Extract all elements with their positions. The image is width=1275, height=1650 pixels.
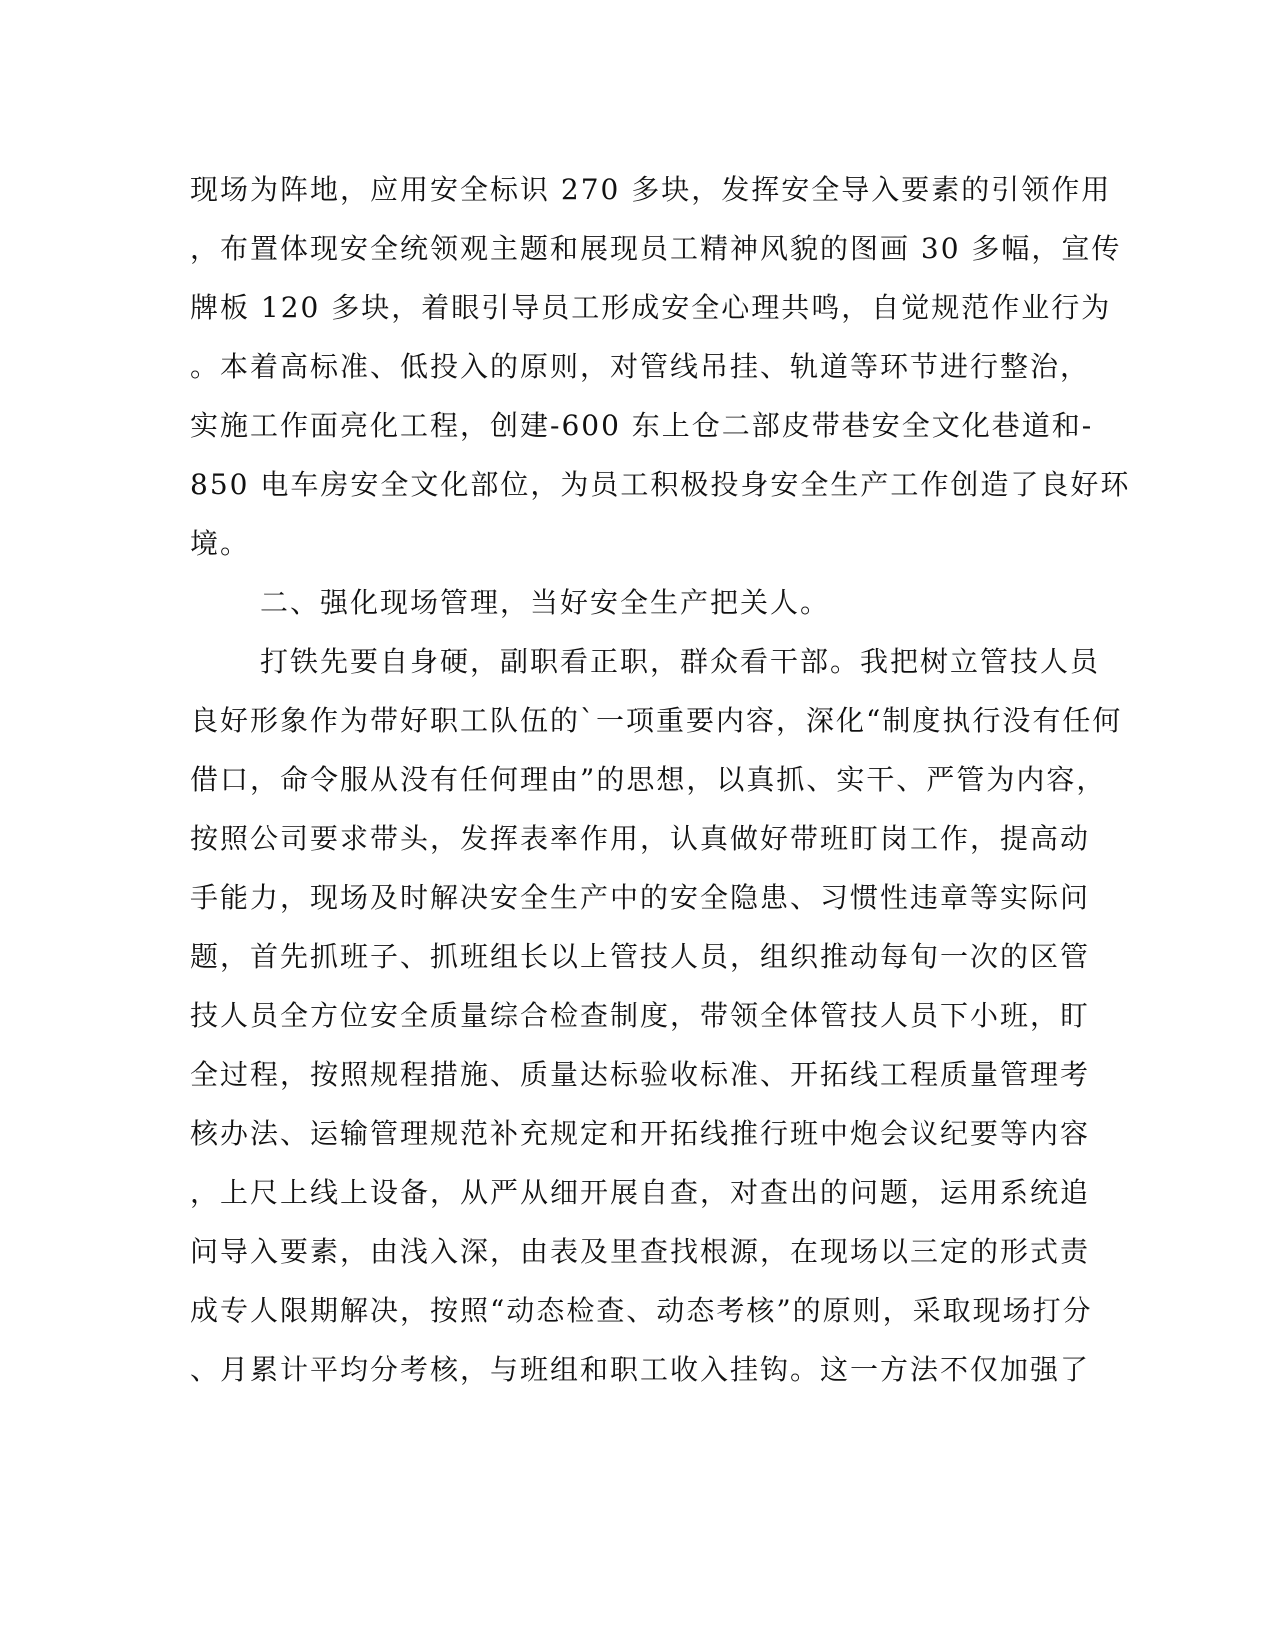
paragraph-first-line: 打铁先要自身硬，副职看正职，群众看干部。我把树立管技人员 (260, 645, 1101, 678)
text-line: 、月累计平均分考核，与班组和职工收入挂钩。这一方法不仅加强了 (190, 1353, 1091, 1386)
text-line: ，布置体现安全统领观主题和展现员工精神风貌的图画 30 多幅，宣传 (190, 232, 1122, 265)
text-line: 借口，命令服从没有任何理由”的思想，以真抓、实干、严管为内容， (190, 763, 1107, 796)
text-line: ，上尺上线上设备，从严从细开展自查，对查出的问题，运用系统追 (190, 1176, 1091, 1209)
text-line: 。本着高标准、低投入的原则，对管线吊挂、轨道等环节进行整治， (190, 350, 1091, 383)
text-line: 现场为阵地，应用安全标识 270 多块，发挥安全导入要素的引领作用 (190, 173, 1112, 206)
text-line: 技人员全方位安全质量综合检查制度，带领全体管技人员下小班，盯 (190, 999, 1091, 1032)
text-line: 手能力，现场及时解决安全生产中的安全隐患、习惯性违章等实际问 (190, 881, 1091, 914)
section-heading: 二、强化现场管理，当好安全生产把关人。 (260, 586, 831, 619)
text-line: 成专人限期解决，按照“动态检查、动态考核”的原则，采取现场打分 (190, 1294, 1093, 1327)
text-line: 850 电车房安全文化部位，为员工积极投身安全生产工作创造了良好环 (190, 468, 1131, 501)
text-line: 境。 (190, 527, 251, 560)
text-line: 核办法、运输管理规范补充规定和开拓线推行班中炮会议纪要等内容 (190, 1117, 1091, 1150)
text-line: 问导入要素，由浅入深，由表及里查找根源，在现场以三定的形式责 (190, 1235, 1091, 1268)
text-line: 题，首先抓班子、抓班组长以上管技人员，组织推动每旬一次的区管 (190, 940, 1091, 973)
text-line: 良好形象作为带好职工队伍的`一项重要内容，深化“制度执行没有任何 (190, 704, 1123, 737)
text-line: 按照公司要求带头，发挥表率作用，认真做好带班盯岗工作，提高动 (190, 822, 1091, 855)
text-line: 牌板 120 多块，着眼引导员工形成安全心理共鸣，自觉规范作业行为 (190, 291, 1112, 324)
text-line: 全过程，按照规程措施、质量达标验收标准、开拓线工程质量管理考 (190, 1058, 1091, 1091)
document-body (190, 160, 1131, 1399)
text-line: 实施工作面亮化工程，创建-600 东上仓二部皮带巷安全文化巷道和- (190, 409, 1094, 442)
